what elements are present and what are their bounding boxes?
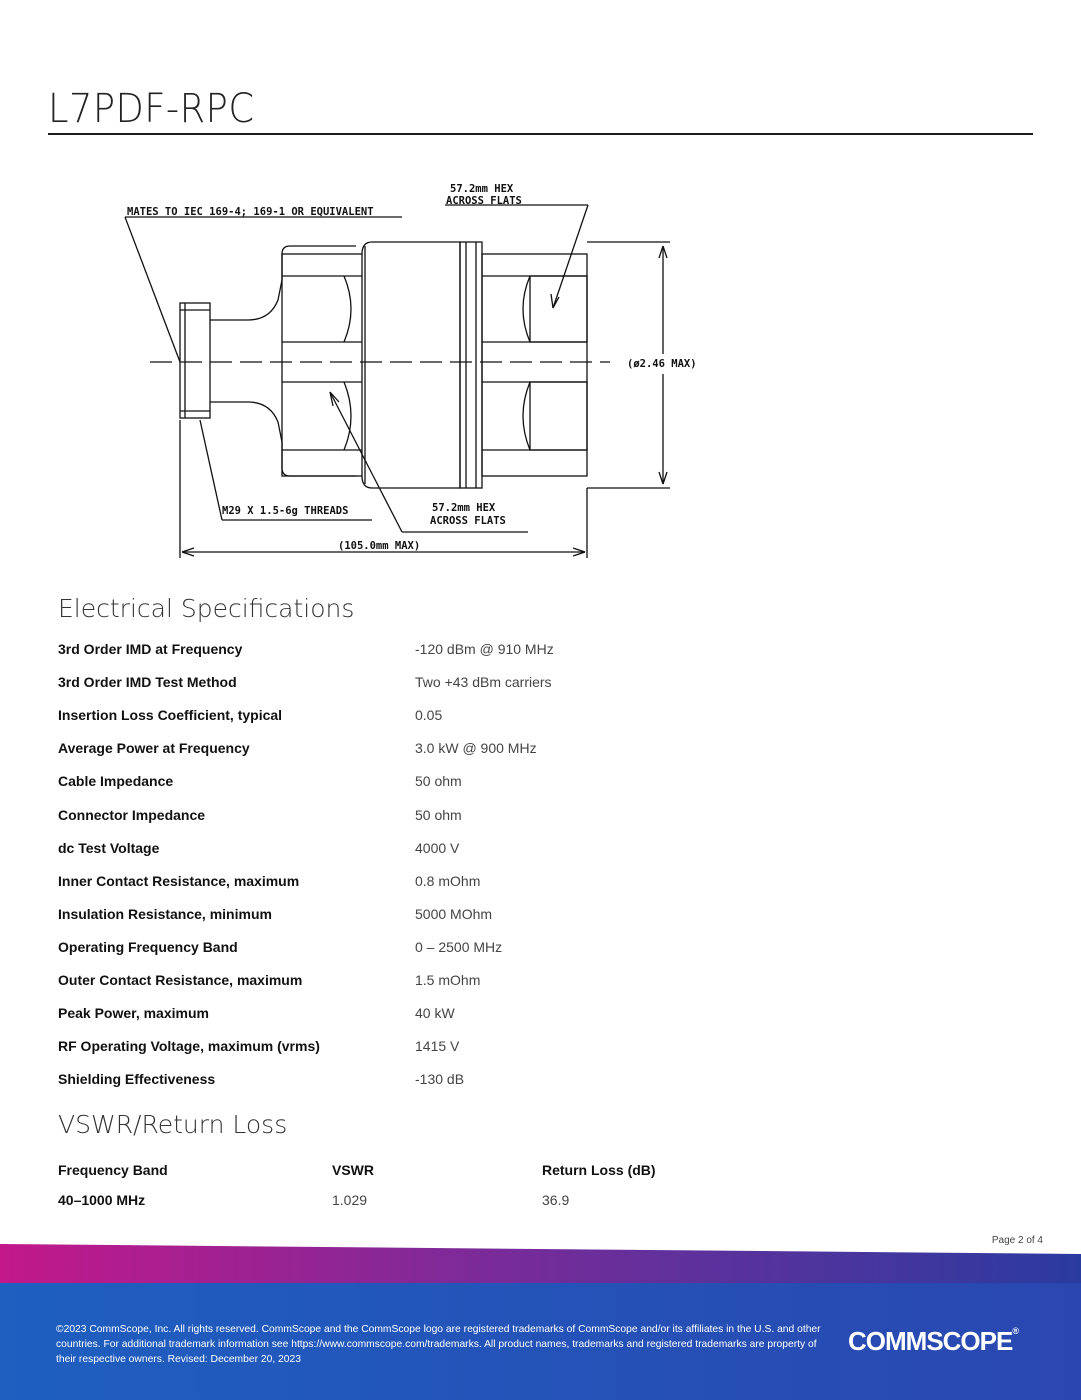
label-mates: MATES TO IEC 169-4; 169-1 OR EQUIVALENT xyxy=(127,206,374,218)
spec-label: Operating Frequency Band xyxy=(58,938,238,955)
spec-value: 50 ohm xyxy=(415,806,462,823)
label-hex-top-2: ACROSS FLATS xyxy=(446,195,522,207)
spec-row xyxy=(58,1005,758,1038)
spec-value: 4000 V xyxy=(415,839,460,856)
spec-row xyxy=(58,972,758,1005)
commscope-logo xyxy=(848,1326,1019,1357)
spec-label: Cable Impedance xyxy=(58,773,174,790)
spec-label: Connector Impedance xyxy=(58,806,206,823)
spec-row xyxy=(58,1038,758,1071)
spec-value: 0 – 2500 MHz xyxy=(415,938,503,955)
spec-value: 3.0 kW @ 900 MHz xyxy=(415,740,537,757)
spec-label: Insertion Loss Coefficient, typical xyxy=(58,707,283,724)
spec-label: Peak Power, maximum xyxy=(58,1005,209,1022)
spec-row xyxy=(58,707,758,740)
vswr-row-return-loss: 36.9 xyxy=(542,1192,570,1208)
spec-value: 50 ohm xyxy=(415,773,462,790)
spec-label: Insulation Resistance, minimum xyxy=(58,905,272,922)
spec-value: Two +43 dBm carriers xyxy=(415,674,552,691)
spec-row xyxy=(58,674,758,707)
spec-row xyxy=(58,641,758,674)
spec-row xyxy=(58,1071,758,1104)
spec-label: RF Operating Voltage, maximum (vrms) xyxy=(58,1038,320,1055)
logo-registered-mark: ® xyxy=(1012,1326,1019,1336)
spec-label: Outer Contact Resistance, maximum xyxy=(58,972,303,988)
spec-row xyxy=(58,939,758,972)
spec-label: Inner Contact Resistance, maximum xyxy=(58,872,300,889)
spec-label: dc Test Voltage xyxy=(58,839,160,856)
page-number: Page 2 of 4 xyxy=(991,1235,1043,1246)
spec-value: 0.05 xyxy=(415,707,443,724)
label-hex-top-1: 57.2mm HEX xyxy=(450,183,514,195)
vswr-header-frequency: Frequency Band xyxy=(58,1162,168,1178)
electrical-heading: Electrical Specifications xyxy=(58,594,355,623)
spec-label: 3rd Order IMD at Frequency xyxy=(58,641,243,657)
vswr-heading: VSWR/Return Loss xyxy=(58,1110,288,1139)
spec-row xyxy=(58,840,758,873)
spec-row xyxy=(58,740,758,773)
spec-row xyxy=(58,873,758,906)
spec-value: -130 dB xyxy=(415,1071,465,1088)
label-hex-bot-1: 57.2mm HEX xyxy=(432,502,496,514)
title-rule xyxy=(48,133,1033,135)
spec-row xyxy=(58,773,758,806)
spec-value: 1.5 mOhm xyxy=(415,972,481,988)
spec-value: 40 kW xyxy=(415,1005,455,1022)
footer-band xyxy=(0,1240,1081,1400)
vswr-header-return-loss: Return Loss (dB) xyxy=(542,1162,656,1178)
spec-label: 3rd Order IMD Test Method xyxy=(58,674,237,691)
spec-value: 5000 MOhm xyxy=(415,905,493,922)
spec-label: Average Power at Frequency xyxy=(58,740,250,757)
spec-value: 1415 V xyxy=(415,1038,460,1055)
vswr-header-vswr: VSWR xyxy=(332,1162,374,1178)
footer-copyright: ©2023 CommScope, Inc. All rights reserved. CommScope and the CommScope logo are registered trademarks of CommScope and/or its affiliates in the U.S. and other countries. For additional trademark information see https://www.commscope.com/trademarks. All product names, trademarks and registered trademarks are property of their respective owners. Revised: December 20, 2023 xyxy=(56,1324,821,1365)
label-threads: M29 X 1.5-6g THREADS xyxy=(222,505,349,517)
page-title: L7PDF-RPC xyxy=(48,86,255,132)
spec-value: -120 dBm @ 910 MHz xyxy=(415,641,554,657)
label-hex-bot-2: ACROSS FLATS xyxy=(430,515,506,527)
vswr-row-frequency: 40–1000 MHz xyxy=(58,1192,146,1208)
vswr-row-vswr: 1.029 xyxy=(332,1192,368,1208)
spec-value: 0.8 mOhm xyxy=(415,872,481,889)
logo-text: COMMSCOPE xyxy=(848,1326,1013,1356)
spec-row xyxy=(58,807,758,840)
connector-drawing xyxy=(110,170,730,570)
spec-row xyxy=(58,906,758,939)
spec-label: Shielding Effectiveness xyxy=(58,1071,216,1088)
label-diameter: (ø2.46 MAX) xyxy=(627,358,697,370)
label-length: (105.0mm MAX) xyxy=(338,540,421,552)
